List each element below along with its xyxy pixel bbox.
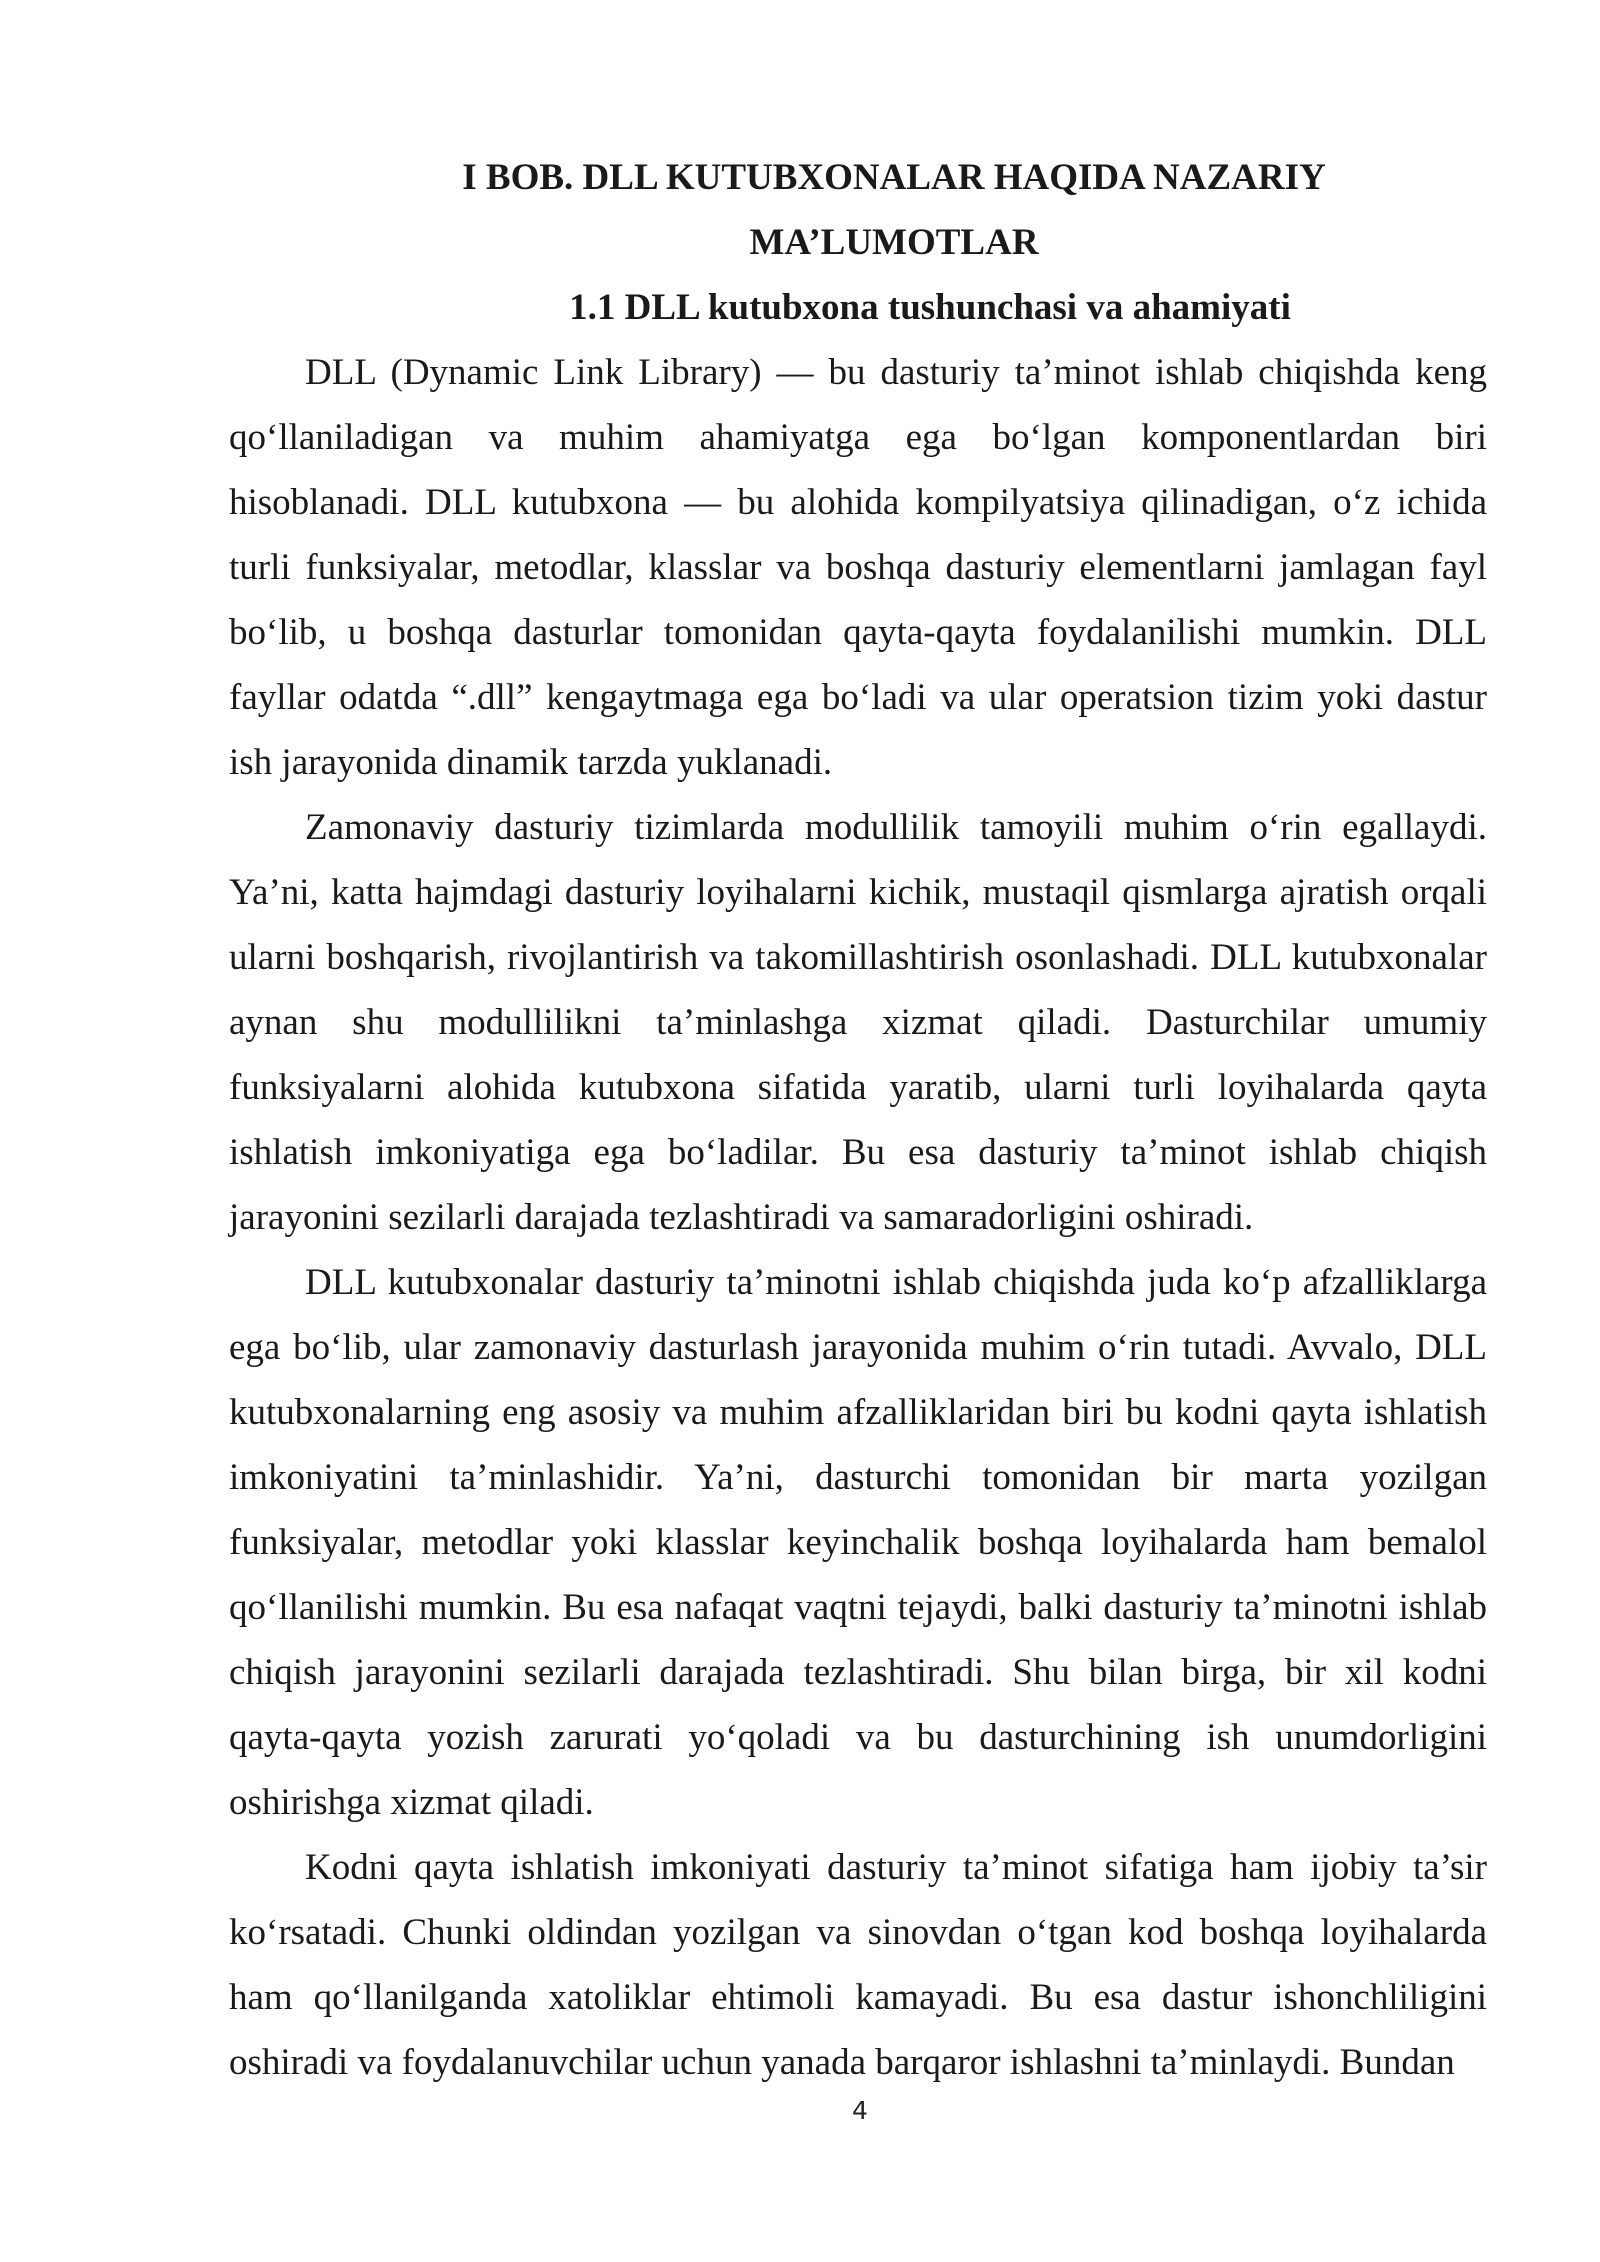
- paragraph: Zamonaviy dasturiy tizimlarda modullilik tamoyili muhim o‘rin egallaydi. Ya’ni, katta hajmdagi dasturiy loyihalarni kichik, mustaqil qismlarga ajratish orqali ularni boshqarish, rivojlantirish va takomillashtirish osonlashadi. DLL kutubxonalar aynan shu modullilikni ta’minlashga xizmat qiladi. Dasturchilar umumiy funksiyalarni alohida kutubxona sifatida yaratib, ularni turli loyihalarda qayta ishlatish imkoniyatiga ega bo‘ladilar. Bu esa dasturiy ta’minot ishlab chiqish jarayonini sezilarli darajada tezlashtiradi va samaradorligini oshiradi.: [229, 807, 1487, 1238]
- body-text: [229, 340, 1487, 2095]
- paragraph: Kodni qayta ishlatish imkoniyati dasturiy ta’minot sifatiga ham ijobiy ta’sir ko‘rsatadi. Chunki oldindan yozilgan va sinovdan o‘tgan kod boshqa loyihalarda ham qo‘llanilganda xatoliklar ehtimoli kamayadi. Bu esa dastur ishonchliligini oshiradi va foydalanuvchilar uchun yanada barqaror ishlashni ta’minlaydi. Bundan: [229, 1847, 1487, 2083]
- page-number: 4: [852, 2096, 868, 2125]
- paragraph: DLL kutubxonalar dasturiy ta’minotni ishlab chiqishda juda ko‘p afzalliklarga ega bo‘lib, ular zamonaviy dasturlash jarayonida muhim o‘rin tutadi. Avvalo, DLL kutubxonalarning eng asosiy va muhim afzalliklaridan biri bu kodni qayta ishlatish imkoniyatini ta’minlashidir. Ya’ni, dasturchi tomonidan bir marta yozilgan funksiyalar, metodlar yoki klasslar keyinchalik boshqa loyihalarda ham bemalol qo‘llanilishi mumkin. Bu esa nafaqat vaqtni tejaydi, balki dasturiy ta’minotni ishlab chiqish jarayonini sezilarli darajada tezlashtiradi. Shu bilan birga, bir xil kodni qayta-qayta yozish zarurati yo‘qoladi va bu dasturchining ish unumdorligini oshirishga xizmat qiladi.: [229, 1262, 1487, 1823]
- section-title: 1.1 DLL kutubxona tushunchasi va ahamiyati: [569, 287, 1291, 328]
- chapter-title-continuation: MA’LUMOTLAR: [749, 222, 1039, 263]
- chapter-title: I BOB. DLL KUTUBXONALAR HAQIDA NAZARIY: [462, 157, 1326, 198]
- paragraph: DLL (Dynamic Link Library) — bu dasturiy ta’minot ishlab chiqishda keng qo‘llaniladigan va muhim ahamiyatga ega bo‘lgan komponentlardan biri hisoblanadi. DLL kutubxona — bu alohida kompilyatsiya qilinadigan, o‘z ichida turli funksiyalar, metodlar, klasslar va boshqa dasturiy elementlarni jamlagan fayl bo‘lib, u boshqa dasturlar tomonidan qayta-qayta foydalanilishi mumkin. DLL fayllar odatda “.dll” kengaytmaga ega bo‘ladi va ular operatsion tizim yoki dastur ish jarayonida dinamik tarzda yuklanadi.: [229, 352, 1487, 783]
